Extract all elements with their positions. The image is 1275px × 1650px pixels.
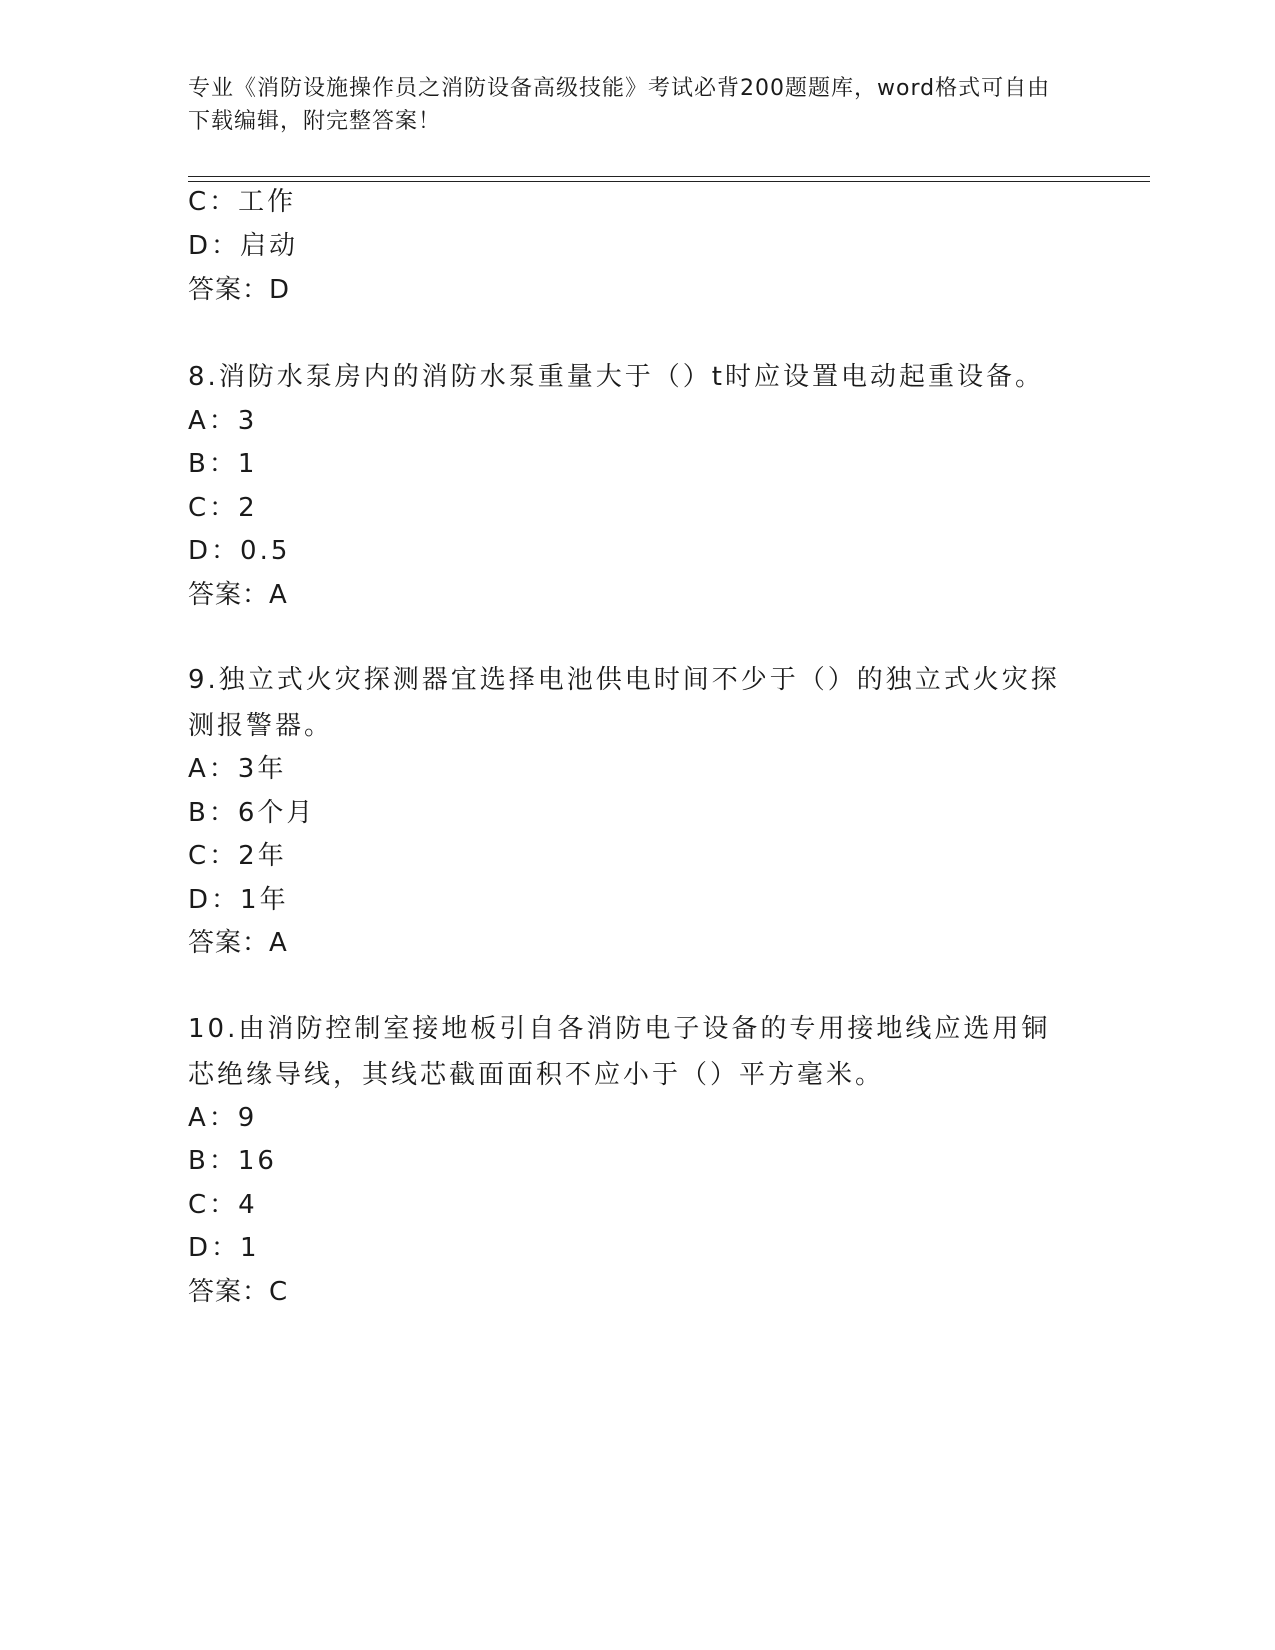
- option-b: B：16: [188, 1146, 277, 1176]
- option-a: A：9: [188, 1103, 258, 1133]
- answer-text: 答案：D: [188, 275, 291, 305]
- document-header: 专业《消防设施操作员之消防设备高级技能》考试必背200题题库，word格式可自由下载编辑，附完整答案！: [188, 76, 1051, 134]
- option-d: D：启动: [188, 231, 299, 261]
- option-c: C：2: [188, 493, 258, 523]
- option-c: C：工作: [188, 187, 297, 217]
- option-d: D：1: [188, 1233, 260, 1263]
- option-b: B：6个月: [188, 798, 316, 828]
- question-stem: 8.消防水泵房内的消防水泵重量大于（）t时应设置电动起重设备。: [188, 362, 1045, 392]
- answer-text: 答案：A: [188, 580, 288, 610]
- header-divider-top: [188, 176, 1150, 177]
- option-c: C：2年: [188, 841, 287, 871]
- option-a: A：3: [188, 406, 258, 436]
- option-a: A：3年: [188, 754, 287, 784]
- option-b: B：1: [188, 449, 258, 479]
- header-divider-bottom: [188, 181, 1150, 182]
- option-c: C：4: [188, 1190, 258, 1220]
- option-d: D：1年: [188, 885, 289, 915]
- option-d: D：0.5: [188, 536, 291, 566]
- answer-text: 答案：A: [188, 928, 288, 958]
- question-stem: 9.独立式火灾探测器宜选择电池供电时间不少于（）的独立式火灾探测报警器。: [188, 665, 1060, 741]
- question-stem: 10.由消防控制室接地板引自各消防电子设备的专用接地线应选用铜芯绝缘导线，其线芯截面面积不应小于（）平方毫米。: [188, 1014, 1051, 1090]
- answer-text: 答案：C: [188, 1277, 289, 1307]
